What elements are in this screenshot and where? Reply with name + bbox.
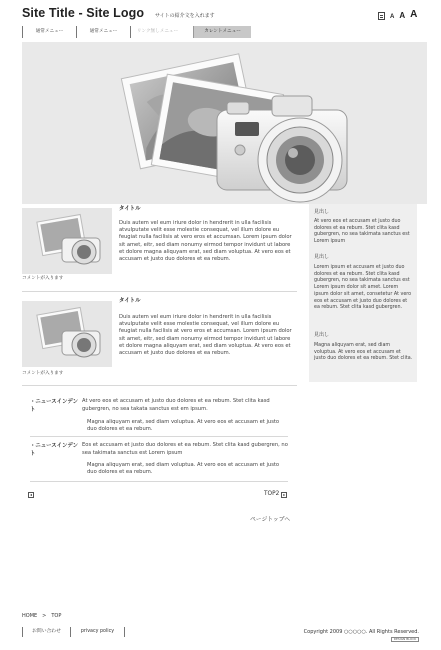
pager-next-label: TOP2 xyxy=(264,491,280,497)
news-item-1 xyxy=(30,398,288,438)
article-caption: コメントが入ります xyxy=(22,371,64,376)
pager-next-icon: ▸ xyxy=(283,492,286,498)
article-1 xyxy=(22,206,297,286)
copyright-text: Copyright 2009 ○○○○○. All Rights Reserved. xyxy=(303,629,419,635)
font-size-control xyxy=(378,10,417,20)
sidebar-heading: 見出し xyxy=(314,332,330,338)
news-subtext: Magna aliquyam erat, sed diam voluptua. At vero eos et accusam et justo duo dolores et ea rebum. xyxy=(87,462,280,476)
news-divider xyxy=(30,436,288,437)
article-body: Duis autem vel eum iriure dolor in hendrerit in ulla facilisis atvulputate velit esse molestie consequat, vel illum dolore eu feugiat nulla facilisis at vero eros et accumsan. Lorem ipsum dolor sit amet, eitr, sed diam nonumy eirmod tempor invidunt ut labore et dolore magna aliquyam erat, sed diam voluptua. At vero eos et accusam et justo duo dolores et ea rebum. xyxy=(119,220,292,262)
news-subtext: Magna aliquyam erat, sed diam voluptua. At vero eos et accusam et justo duo dolores et ea rebum. xyxy=(87,419,280,433)
article-title: タイトル xyxy=(119,206,141,212)
sidebar-heading: 見出し xyxy=(314,209,330,215)
hero-image xyxy=(22,42,427,204)
article-thumbnail xyxy=(22,301,112,367)
footer-navigation xyxy=(22,627,124,637)
camera-thumbnail-image xyxy=(22,208,112,274)
news-item-2 xyxy=(30,442,288,482)
font-size-large-button[interactable]: A xyxy=(410,9,418,20)
global-navigation xyxy=(22,26,251,38)
hero-camera-illustration xyxy=(22,42,427,204)
article-title: タイトル xyxy=(119,298,141,304)
article-thumbnail xyxy=(22,208,112,274)
gnav-item-normal-1[interactable]: 通常メニュー xyxy=(22,26,76,38)
news-divider xyxy=(30,481,288,482)
camera-thumbnail-image xyxy=(22,301,112,367)
article-2 xyxy=(22,298,297,378)
article-caption: コメントが入ります xyxy=(22,276,64,281)
site-logo[interactable]: Site Title - Site Logo xyxy=(22,6,145,20)
content-divider xyxy=(22,385,297,386)
content-divider xyxy=(22,291,297,292)
gnav-item-normal-2[interactable]: 通常メニュー xyxy=(76,26,130,38)
sidebar-text: At vero eos et accusam et justo duo dolores et ea rebum. Stet clita kasd gubergren, no sea takimata sanctus est Lorem ipsum xyxy=(314,219,410,245)
site-tagline: サイトの紹介文を入れます xyxy=(155,13,215,19)
font-size-small-button[interactable]: A xyxy=(390,14,395,20)
pager-prev-button[interactable]: ◂ xyxy=(29,492,32,498)
breadcrumb[interactable]: HOME > TOP xyxy=(22,613,62,619)
page-top-link[interactable]: ページトップへ xyxy=(250,517,291,523)
article-body: Duis autem vel eum iriure dolor in hendrerit in ulla facilisis atvulputate velit esse molestie consequat, vel illum dolore eu feugiat nulla facilisis at vero eros et accumsan. Lorem ipsum dolor sit amet, eitr, sed diam nonumy eirmod tempor invidunt ut labore et dolore magna aliquyam erat, sed diam voluptua. At vero eos et accusam et justo duo dolores et ea rebum. xyxy=(119,314,292,356)
news-text: At vero eos et accusam et justo duo dolores et ea rebum. Stet clita kasd gubergren, no sea takata sanctus est em ipsum. xyxy=(82,398,270,412)
sidebar-text: Lorem ipsum et accusam et justo duo dolores et ea rebum. Stet clita kasd gubergren, no sea takimata sanctus est Lorem ipsum dolor sit amet. Lorem ipsum dolor sit amet, consetetur At vero eos et accusam et justo duo dolores et ea rebum. Stet clita kasd gubergren. xyxy=(314,265,412,311)
gnav-item-no-link: リンク無しメニュー xyxy=(130,26,184,38)
footer-link-privacy[interactable]: privacy policy xyxy=(70,627,125,637)
news-title[interactable]: ・ニュースインデント xyxy=(30,399,79,414)
news-text: Eos et accusam et justo duo dolores et ea rebum. Stet clita kasd gubergren, no sea takimata sanctus est Lorem ipsum xyxy=(82,442,288,456)
pager-next-link[interactable] xyxy=(264,491,287,499)
font-size-print-icon[interactable] xyxy=(378,12,385,20)
sidebar xyxy=(309,204,417,382)
gnav-item-current[interactable]: カレントメニュー xyxy=(193,26,251,38)
design-badge[interactable]: DESIGN BLOCK xyxy=(391,637,419,642)
news-title[interactable]: ・ニュースインデント xyxy=(30,443,79,458)
sidebar-text: Magna aliquyam erat, sed diam voluptua. At vero eos et accusam et justo duo dolores et ea rebum. Stet clita. xyxy=(314,343,413,362)
footer-link-contact[interactable]: お問い合わせ xyxy=(22,627,71,637)
font-size-medium-button[interactable]: A xyxy=(399,11,406,20)
sidebar-heading: 見出し xyxy=(314,254,330,260)
